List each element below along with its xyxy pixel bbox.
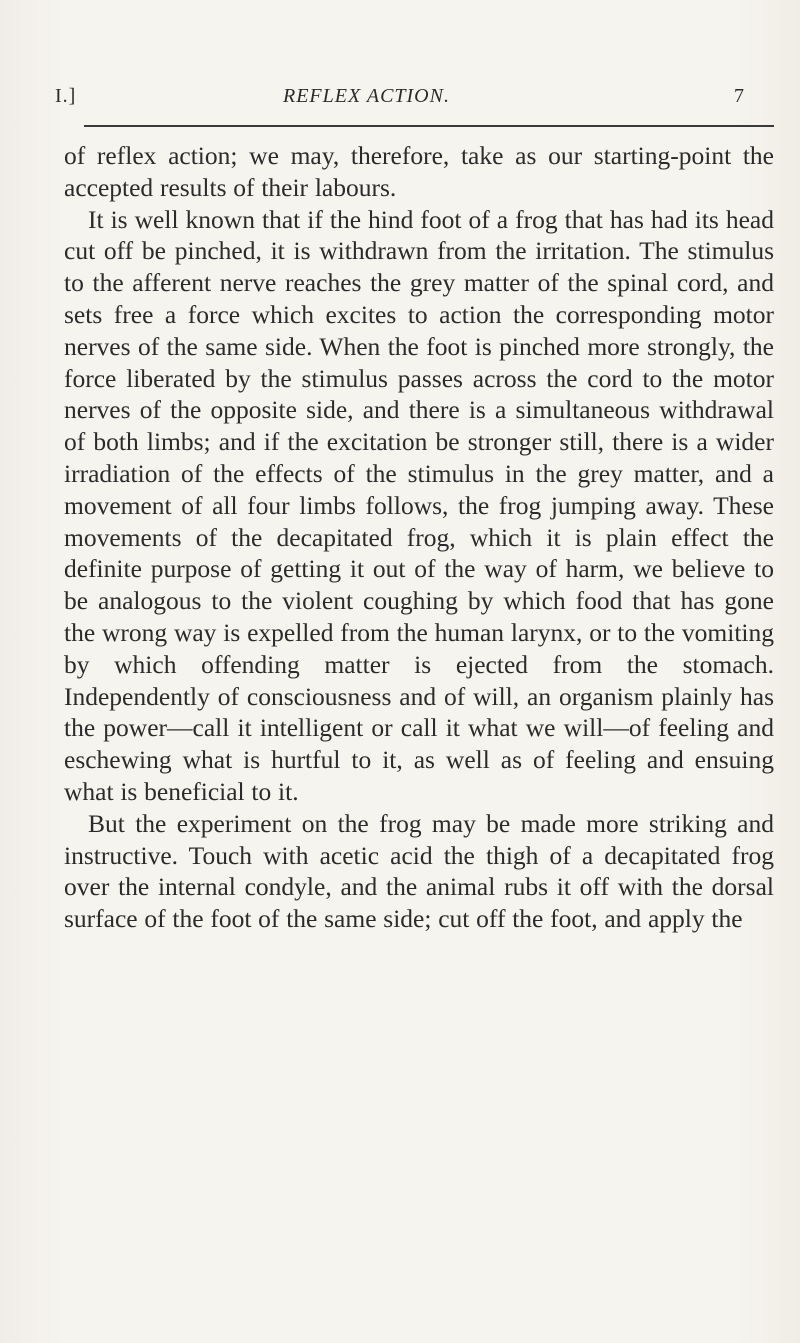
running-title: REFLEX ACTION. — [283, 85, 450, 107]
paragraph-acetic-acid-experiment: But the experiment on the frog may be made more striking and instructive. Touch with acetic acid the thigh of a decapitated frog over the internal condyle, and the animal rubs it off with the dorsal surface of the foot of the same side; cut off the foot, and apply the — [64, 808, 774, 934]
chapter-number: I.] — [55, 85, 77, 107]
page-number: 7 — [734, 85, 745, 107]
header-rule — [84, 125, 774, 127]
paragraph-continuation: of reflex action; we may, therefore, take as our starting-point the accepted results of their labours. — [64, 141, 774, 202]
running-header — [55, 86, 745, 120]
body-text — [64, 140, 774, 935]
paragraph-frog-reflex: It is well known that if the hind foot of a frog that has had its head cut off be pinched, it is withdrawn from the irritation. The stimulus to the afferent nerve reaches the grey matter of the spinal cord, and sets free a force which excites to action the corresponding motor nerves of the same side. When the foot is pinched more strongly, the force liberated by the stimulus passes across the cord to the motor nerves of the opposite side, and there is a simultaneous withdrawal of both limbs; and if the excitation be stronger still, there is a wider irradiation of the effects of the stimulus in the grey matter, and a movement of all four limbs follows, the frog jumping away. These movements of the decapitated frog, which it is plain effect the definite purpose of getting it out of the way of harm, we believe to be analogous to the violent coughing by which food that has gone the wrong way is expelled from the human larynx, or to the vomiting by which offending matter is ejected from the stomach. Independently of consciousness and of will, an organism plainly has the power—call it intelligent or call it what we will—of feeling and eschewing what is hurtful to it, as well as of feeling and ensuing what is beneficial to it. — [64, 204, 774, 806]
